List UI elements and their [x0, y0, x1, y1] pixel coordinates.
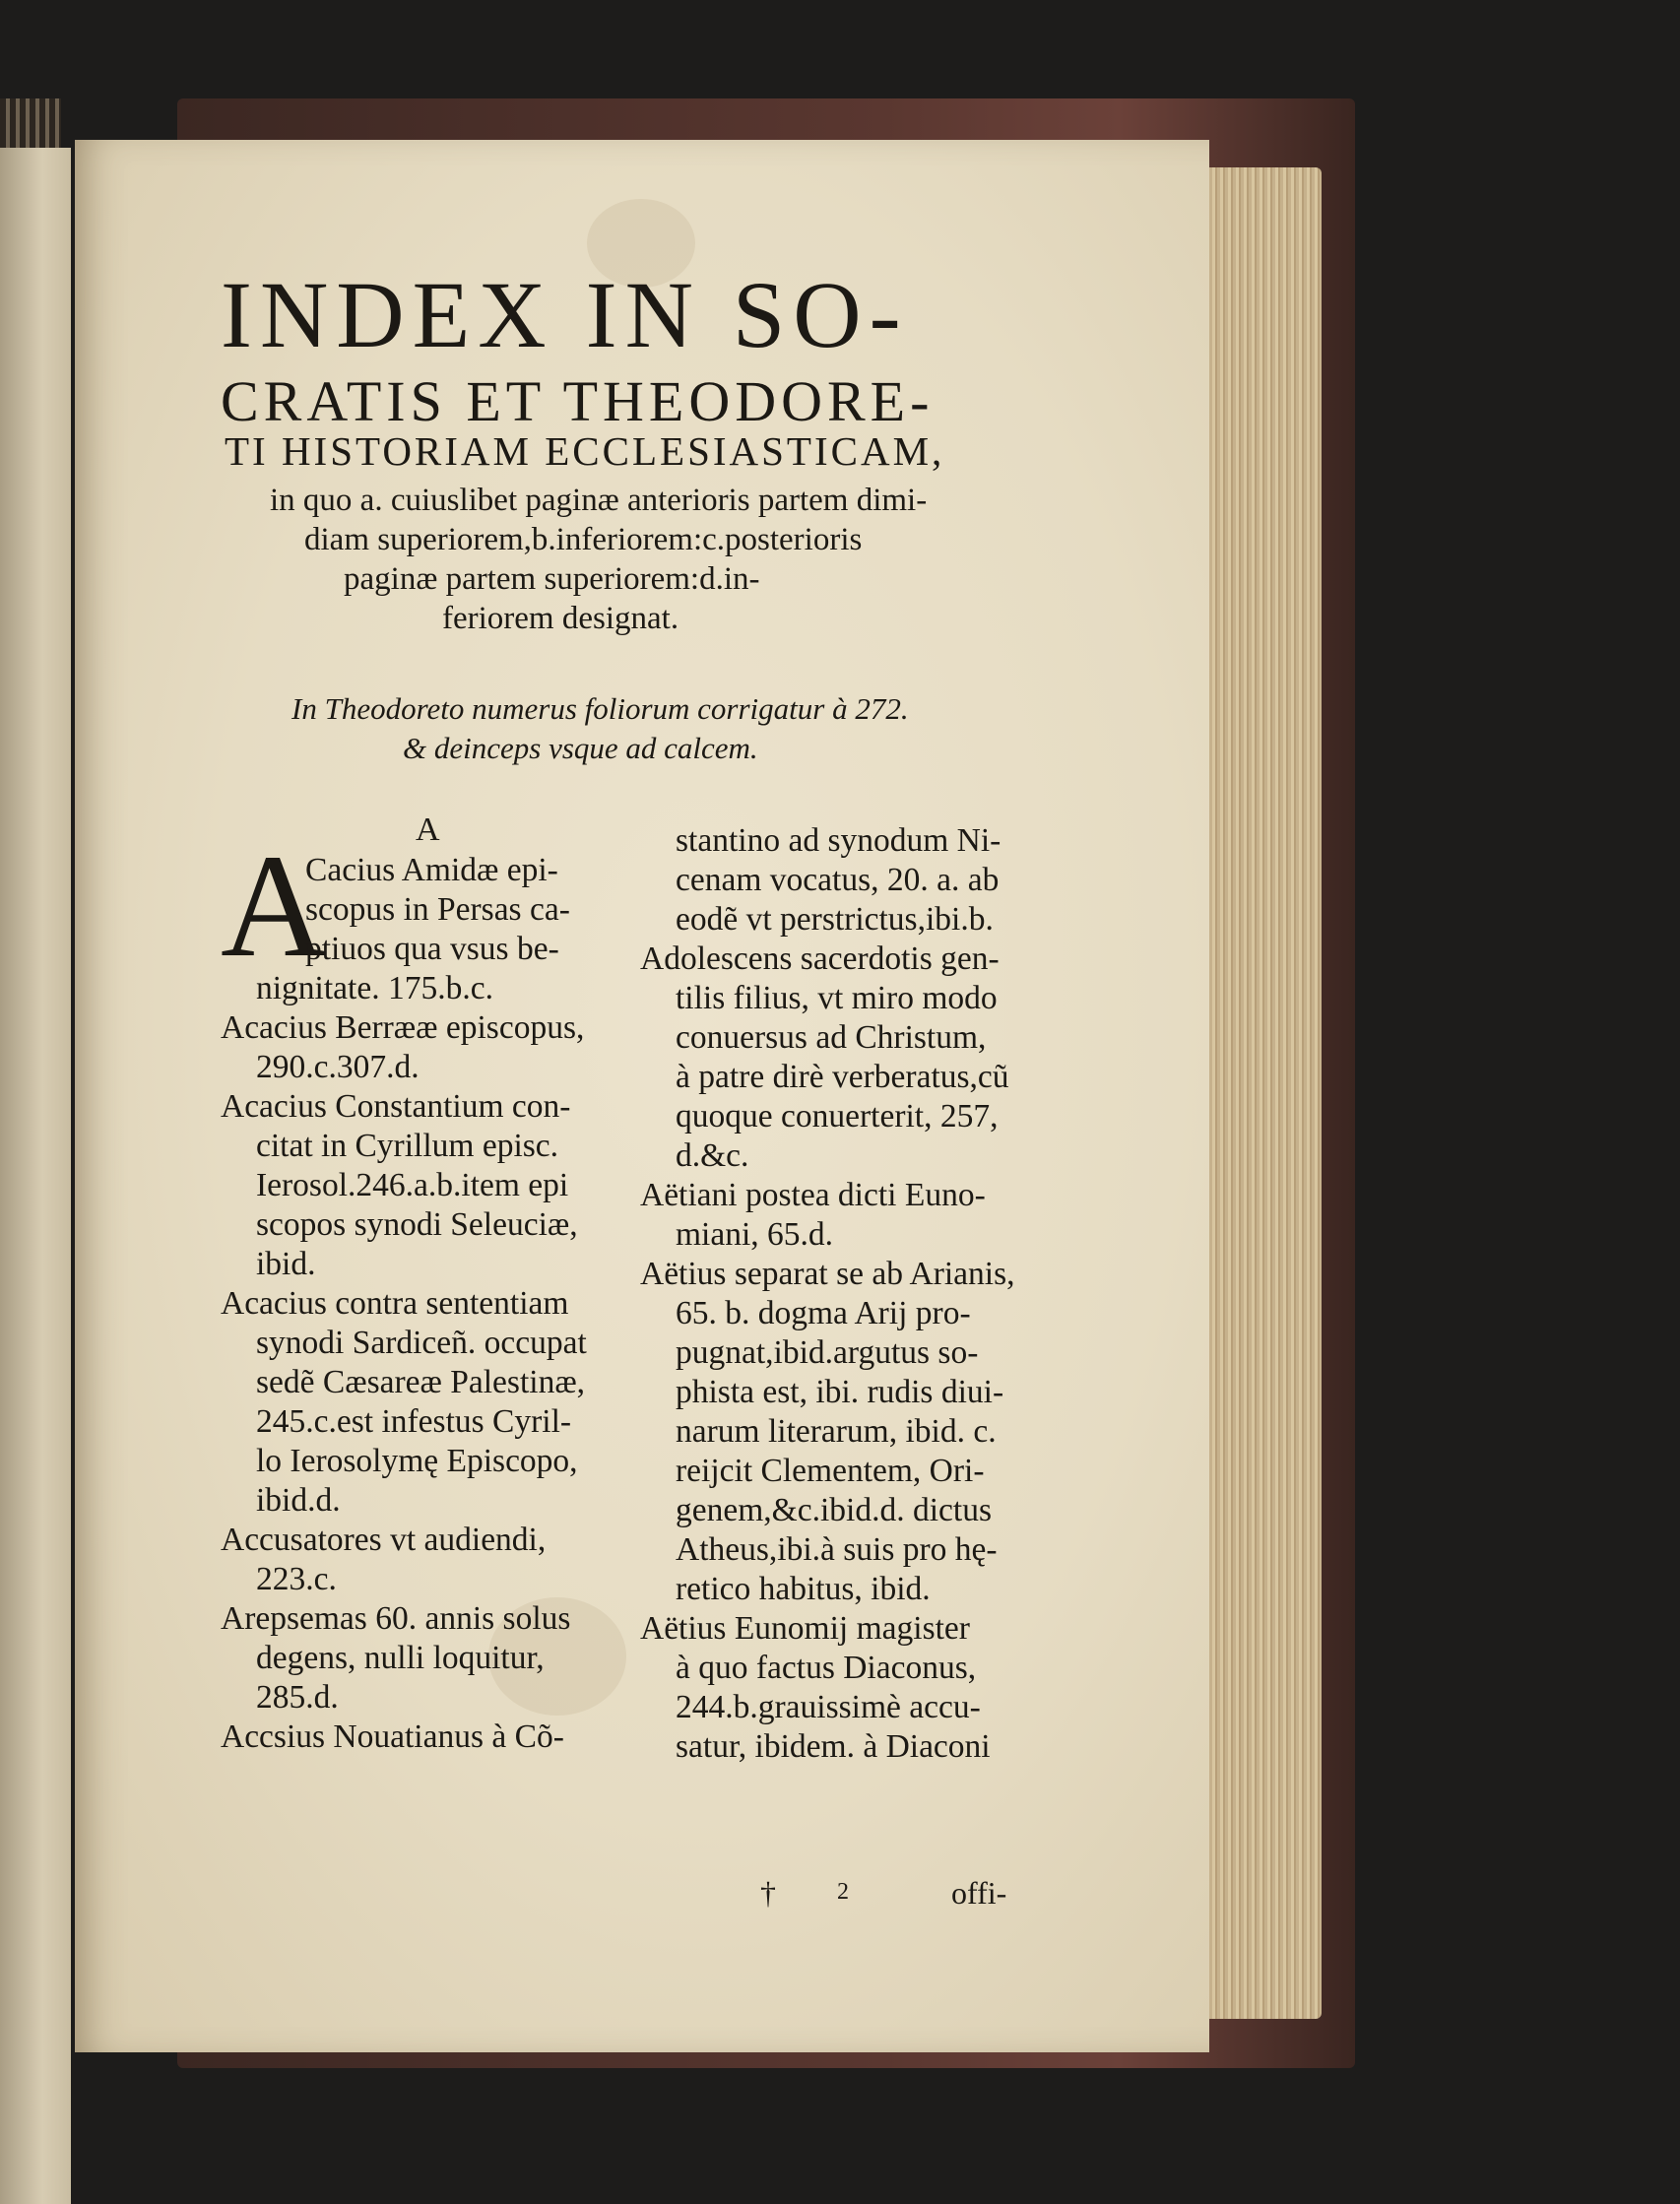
section-letter: A	[416, 811, 440, 848]
index-entry-line: Cacius Amidæ epi-	[305, 852, 558, 888]
index-entry-line: Arepsemas 60. annis solus	[221, 1600, 571, 1637]
index-entry-line: retico habitus, ibid.	[676, 1571, 931, 1607]
index-entry-line: nignitate. 175.b.c.	[256, 970, 493, 1006]
index-entry-line: 65. b. dogma Arij pro-	[676, 1295, 971, 1331]
index-entry-line: degens, nulli loquitur,	[256, 1640, 545, 1676]
signature-number: 2	[837, 1879, 849, 1905]
index-entry-line: scopos synodi Seleuciæ,	[256, 1206, 578, 1243]
signature-mark: †	[760, 1875, 776, 1911]
description-line: paginæ partem superiorem:d.in-	[344, 561, 760, 597]
previous-page-edge	[0, 148, 71, 2204]
index-entry-line: Adolescens sacerdotis gen-	[640, 940, 1000, 977]
index-entry-line: stantino ad synodum Ni-	[676, 822, 1002, 859]
index-entry-line: d.&c.	[676, 1137, 749, 1174]
index-entry-line: Acacius Constantium con-	[221, 1088, 571, 1125]
description-line: in quo a. cuiuslibet paginæ anterioris partem dimi-	[270, 483, 928, 518]
index-entry-line: ptiuos qua vsus be-	[305, 931, 559, 967]
book-page	[75, 140, 1209, 2052]
index-entry-line: narum literarum, ibid. c.	[676, 1413, 997, 1450]
title-line-1: INDEX IN SO-	[221, 262, 909, 367]
index-entry-line: Ierosol.246.a.b.item epi	[256, 1167, 569, 1203]
index-entry-line: lo Ierosolymę Episcopo,	[256, 1443, 578, 1479]
index-entry-line: Atheus,ibi.à suis pro hę-	[676, 1531, 998, 1568]
dropcap: A	[221, 824, 328, 988]
index-entry-line: cenam vocatus, 20. a. ab	[676, 862, 1000, 898]
index-entry-line: genem,&c.ibid.d. dictus	[676, 1492, 992, 1528]
index-entry-line: citat in Cyrillum episc.	[256, 1128, 559, 1164]
index-entry-line: miani, 65.d.	[676, 1216, 834, 1253]
index-entry-line: eodẽ vt perstrictus,ibi.b.	[676, 901, 994, 938]
index-entry-line: Accusatores vt audiendi,	[221, 1522, 547, 1558]
catchword: offi-	[951, 1875, 1007, 1911]
index-entry-line: reijcit Clementem, Ori-	[676, 1453, 985, 1489]
index-entry-line: Aëtius separat se ab Arianis,	[640, 1256, 1015, 1292]
index-entry-line: 244.b.grauissimè accu-	[676, 1689, 981, 1725]
index-entry-line: tilis filius, vt miro modo	[676, 980, 998, 1016]
right-column	[640, 821, 1103, 1767]
index-entry-line: Accsius Nouatianus à Cõ-	[221, 1718, 564, 1755]
index-entry-line: synodi Sardiceñ. occupat	[256, 1325, 587, 1361]
index-entry-line: phista est, ibi. rudis diui-	[676, 1374, 1004, 1410]
note-line: & deinceps vsque ad calcem.	[403, 731, 758, 765]
index-entry-line: Acacius Berrææ episcopus,	[221, 1009, 585, 1046]
index-entry-line: Acacius contra sententiam	[221, 1285, 569, 1322]
title-line-3: TI HISTORIAM ECCLESIASTICAM,	[225, 428, 945, 474]
index-entry-line: conuersus ad Christum,	[676, 1019, 987, 1056]
index-entry-line: Aëtiani postea dicti Euno-	[640, 1177, 986, 1213]
index-entry-line: scopus in Persas ca-	[305, 891, 570, 928]
index-entry-line: 245.c.est infestus Cyril-	[256, 1403, 572, 1440]
index-entry-line: ibid.d.	[256, 1482, 341, 1519]
index-entry-line: pugnat,ibid.argutus so-	[676, 1334, 979, 1371]
index-entry-line: Aëtius Eunomij magister	[640, 1610, 970, 1647]
note-line: In Theodoreto numerus foliorum corrigatur à 272.	[291, 691, 909, 726]
index-entry-line: 285.d.	[256, 1679, 339, 1716]
index-entry-line: satur, ibidem. à Diaconi	[676, 1728, 991, 1765]
index-entry-line: sedẽ Cæsareæ Palestinæ,	[256, 1364, 586, 1400]
index-entry-line: ibid.	[256, 1246, 316, 1282]
page-fore-edge	[1194, 167, 1322, 2019]
title-line-2: CRATIS ET THEODORE-	[221, 369, 935, 433]
index-entry-line: quoque conuerterit, 257,	[676, 1098, 999, 1134]
description-line: diam superiorem,b.inferiorem:c.posterioris	[304, 522, 863, 557]
index-entry-line: 290.c.307.d.	[256, 1049, 420, 1085]
index-entry-line: à patre dirè verberatus,cũ	[676, 1059, 1009, 1095]
left-column	[221, 824, 634, 1757]
index-entry-line: 223.c.	[256, 1561, 337, 1597]
index-entry-line: à quo factus Diaconus,	[676, 1650, 977, 1686]
description-line: feriorem designat.	[442, 601, 679, 636]
